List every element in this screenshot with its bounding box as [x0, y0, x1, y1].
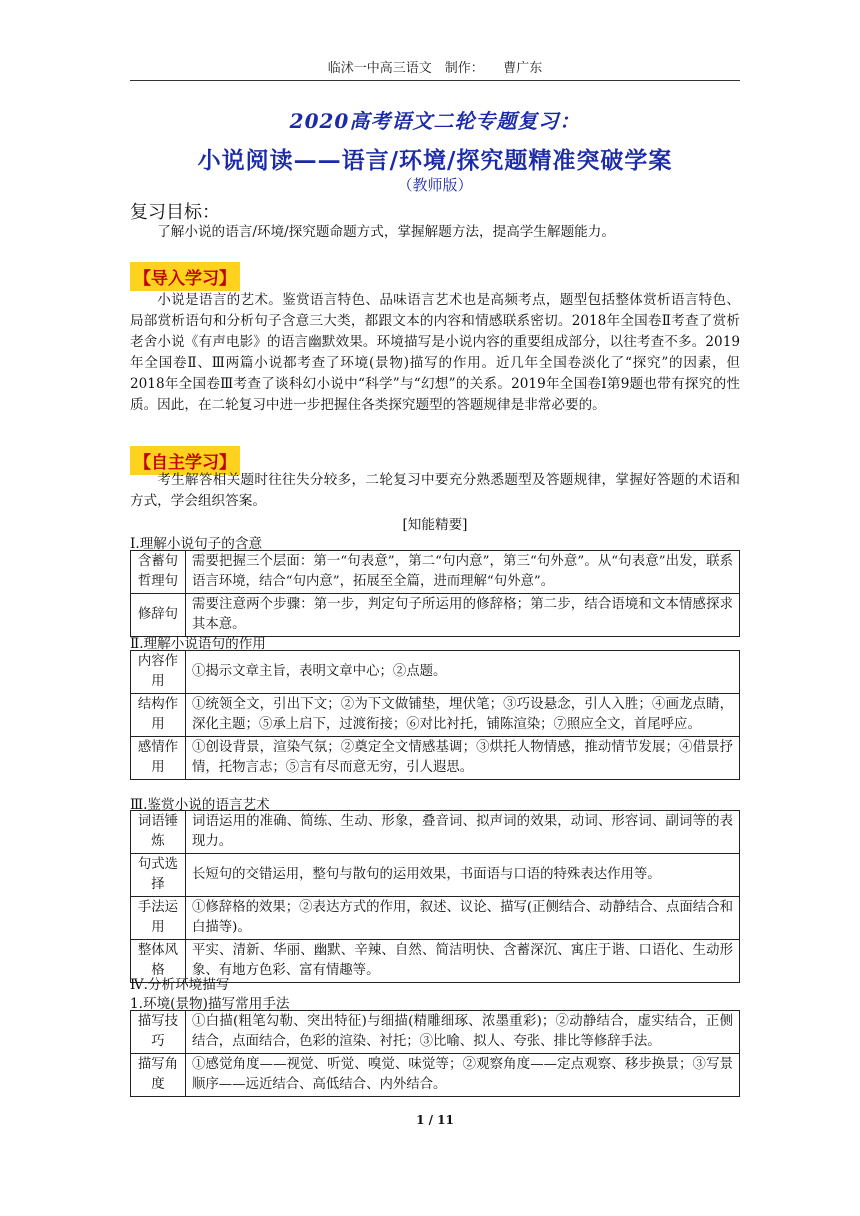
- section-4-title: Ⅳ.分析环境描写: [130, 977, 230, 993]
- knowledge-label: [知能精要]: [402, 517, 468, 533]
- doc-title-line2: 小说阅读——语言/环境/探究题精准突破学案: [197, 147, 673, 174]
- table-row: [131, 1054, 740, 1097]
- table-row: [131, 854, 740, 897]
- section-4-table: [130, 1010, 740, 1097]
- row-key: 描写角度: [131, 1054, 186, 1097]
- row-key: 手法运用: [131, 897, 186, 940]
- table-row: [131, 737, 740, 780]
- section-3-title: Ⅲ.鉴赏小说的语言艺术: [130, 797, 270, 813]
- section-3-table: [130, 810, 740, 983]
- self-study-badge: 【自主学习】: [130, 446, 240, 475]
- row-key: 修辞句: [131, 594, 186, 637]
- row-key: 词语锤炼: [131, 811, 186, 854]
- row-key: 描写技巧: [131, 1011, 186, 1054]
- section-4-subtitle: 1.环境(景物)描写常用手法: [130, 996, 290, 1012]
- row-key: 内容作用: [131, 651, 186, 694]
- row-value: ①修辞格的效果；②表达方式的作用，叙述、议论、描写(正侧结合、动静结合、点面结合和白描等)。: [186, 897, 740, 940]
- header-rule: [130, 80, 740, 81]
- table-row: [131, 551, 740, 594]
- table-row: [131, 897, 740, 940]
- row-value: ①统领全文，引出下文；②为下文做铺垫，埋伏笔；③巧设悬念，引人入胜；④画龙点睛，深化主题；⑤承上启下，过渡衔接；⑥对比衬托，铺陈渲染；⑦照应全文，首尾呼应。: [186, 694, 740, 737]
- intro-badge: 【导入学习】: [130, 262, 240, 291]
- table-row: [131, 694, 740, 737]
- section-2-table: [130, 650, 740, 780]
- row-value: 需要把握三个层面：第一“句表意”，第二“句内意”，第三“句外意”。从“句表意”出发，联系语言环境，结合“句内意”，拓展至全篇，进而理解“句外意”。: [186, 551, 740, 594]
- row-value: 词语运用的准确、简练、生动、形象，叠音词、拟声词的效果，动词、形容词、副词等的表现力。: [186, 811, 740, 854]
- row-key: 结构作用: [131, 694, 186, 737]
- self-study-paragraph: 考生解答相关题时往往失分较多，二轮复习中要充分熟悉题型及答题规律，掌握好答题的术语和方式，学会组织答案。: [130, 472, 740, 509]
- page-header: 临沭一中高三语文 制作： 曹广东: [327, 61, 543, 76]
- table-row: [131, 1011, 740, 1054]
- row-value: 平实、清新、华丽、幽默、辛辣、自然、简洁明快、含蓄深沉、寓庄于谐、口语化、生动形象、有地方色彩、富有情趣等。: [186, 940, 740, 983]
- row-value: 需要注意两个步骤：第一步，判定句子所运用的修辞格；第二步，结合语境和文本情感探求其本意。: [186, 594, 740, 637]
- row-key: 感情作用: [131, 737, 186, 780]
- row-value: ①感觉角度——视觉、听觉、嗅觉、味觉等；②观察角度——定点观察、移步换景；③写景顺序——远近结合、高低结合、内外结合。: [186, 1054, 740, 1097]
- row-value: ①白描(粗笔勾勒、突出特征)与细描(精雕细琢、浓墨重彩)；②动静结合，虚实结合，正侧结合，点面结合，色彩的渲染、衬托；③比喻、拟人、夸张、排比等修辞手法。: [186, 1011, 740, 1054]
- section-1-table: [130, 550, 740, 637]
- row-key: 句式选择: [131, 854, 186, 897]
- row-key: 含蓄句哲理句: [131, 551, 186, 594]
- table-row: [131, 811, 740, 854]
- table-row: [131, 651, 740, 694]
- row-value: ①创设背景，渲染气氛；②奠定全文情感基调；③烘托人物情感，推动情节发展；④借景抒情，托物言志；⑤言有尽而意无穷，引人遐思。: [186, 737, 740, 780]
- intro-paragraph: 小说是语言的艺术。鉴赏语言特色、品味语言艺术也是高频考点，题型包括整体赏析语言特色、局部赏析语句和分析句子含意三大类，都跟文本的内容和情感联系密切。2018年全国卷Ⅱ考查了赏析老舍小说《有声电影》的语言幽默效果。环境描写是小说内容的重要组成部分，以往考查不多。2019年全国卷Ⅱ、Ⅲ两篇小说都考查了环境(景物)描写的作用。近几年全国卷淡化了“探究”的因素，但2018年全国卷Ⅲ考查了谈科幻小说中“科学”与“幻想”的关系。2019年全国卷Ⅰ第9题也带有探究的性质。因此，在二轮复习中进一步把握住各类探究题型的答题规律是非常必要的。: [130, 292, 740, 413]
- doc-title-line3: （教师版）: [397, 176, 473, 194]
- doc-title-line1: 2020高考语文二轮专题复习：: [289, 109, 581, 133]
- page-number: 1 / 11: [416, 1113, 454, 1127]
- row-value: 长短句的交错运用，整句与散句的运用效果，书面语与口语的特殊表达作用等。: [186, 854, 740, 897]
- row-value: ①揭示文章主旨，表明文章中心；②点题。: [186, 651, 740, 694]
- goal-heading: 复习目标：: [130, 202, 220, 223]
- table-row: [131, 594, 740, 637]
- row-key: 整体风格: [131, 940, 186, 983]
- goal-text: 了解小说的语言/环境/探究题命题方式，掌握解题方法，提高学生解题能力。: [157, 224, 615, 240]
- section-2-title: Ⅱ.理解小说语句的作用: [130, 636, 266, 652]
- section-1-title: Ⅰ.理解小说句子的含意: [130, 536, 263, 552]
